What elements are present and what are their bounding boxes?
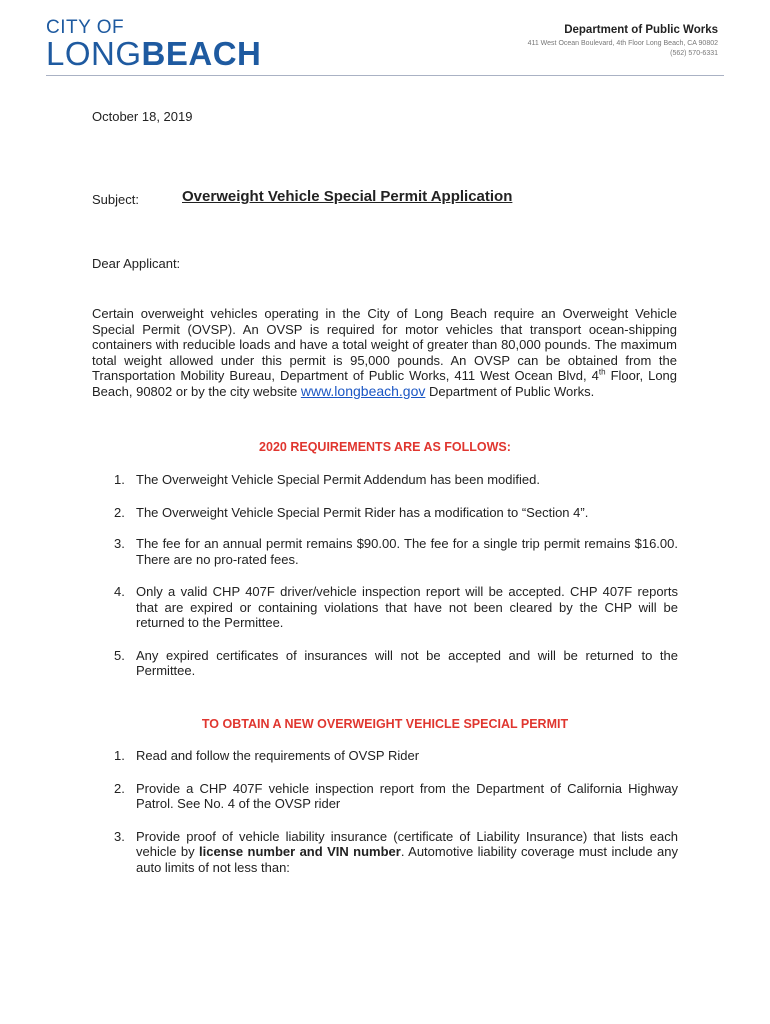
logo-beach: BEACH [141,35,262,72]
intro-superscript: th [598,367,606,377]
requirement-item [92,505,678,521]
requirements-heading: 2020 REQUIREMENTS ARE AS FOLLOWS: [259,440,511,454]
requirement-item [92,584,678,631]
obtain-permit-heading: TO OBTAIN A NEW OVERWEIGHT VEHICLE SPECIAL PERMIT [201,717,569,731]
item-number: 5. [114,647,125,663]
item-text: Any expired certificates of insurances will not be accepted and will be returned to the Permittee. [136,647,678,678]
requirement-item [92,536,678,567]
requirement-item [92,472,678,488]
item-number: 4. [114,584,125,599]
item-text: The Overweight Vehicle Special Permit Rider has a modification to “Section 4”. [136,504,589,520]
obtain-permit-list [92,748,678,875]
department-address: 411 West Ocean Boulevard, 4th Floor Long Beach, CA 90802 [527,40,718,47]
city-logo [46,18,261,71]
letterhead-divider [46,75,724,76]
obtain-step-item [92,781,678,812]
item-text: The Overweight Vehicle Special Permit Addendum has been modified. [136,472,540,487]
item-text: The fee for an annual permit remains $90.00. The fee for a single trip permit remains $16.00. There are no pro-rated fees. [136,536,678,567]
subject-label: Subject: [92,192,139,207]
department-phone: (562) 570-6331 [670,50,718,57]
logo-city-of: CITY OF [46,17,125,38]
item-text: Read and follow the requirements of OVSP Rider [136,748,420,763]
item-number: 1. [114,472,125,487]
obtain-step-item [92,748,678,764]
salutation: Dear Applicant: [92,256,181,271]
item-number: 3. [114,828,125,844]
item-text-1: Provide proof of vehicle liability insurance (certificate of Liability Insurance) that lists each vehicle by [136,828,678,859]
item-bold-text: license number and VIN number [199,844,401,859]
intro-text-1: Certain overweight vehicles operating in the City of Long Beach require an Overweight Vehicle Special Permit (OVSP). An OVSP is required for motor vehicles that transport ocean-shipping containers with reducible loads and have a total weight of greater than 80,000 pounds. The maximum total weight allowed under this permit is 95,000 pounds. An OVSP can be obtained from the Transportation Mobility Bureau, Department of Public Works, 411 West Ocean Blvd, 4 [92,306,677,383]
requirements-list [92,472,678,679]
logo-long: LONG [46,35,142,72]
subject-title: Overweight Vehicle Special Permit Application [182,188,513,205]
item-number: 1. [114,748,125,763]
item-number: 2. [114,780,125,796]
item-text-2: . Automotive liability coverage must include any auto limits of not less than: [136,844,679,875]
letter-date: October 18, 2019 [92,109,193,124]
intro-paragraph [92,306,677,399]
item-text: Only a valid CHP 407F driver/vehicle inspection report will be accepted. CHP 407F reports that are expired or containing violations that have not been cleared by the CHP will be returned to the Permittee. [136,584,678,630]
logo-long-beach [46,37,261,71]
intro-text-2: Floor, Long Beach, 90802 or by the city website [92,368,678,399]
item-number: 2. [114,504,125,520]
requirement-item [92,648,678,679]
department-name: Department of Public Works [564,24,718,36]
obtain-step-item [92,829,678,876]
website-link[interactable]: www.longbeach.gov [300,382,426,399]
department-block [528,24,718,59]
intro-text-3: Department of Public Works. [425,383,595,399]
item-text: Provide a CHP 407F vehicle inspection report from the Department of California Highway Patrol. See No. 4 of the OVSP rider [136,780,678,811]
item-number: 3. [114,536,125,551]
